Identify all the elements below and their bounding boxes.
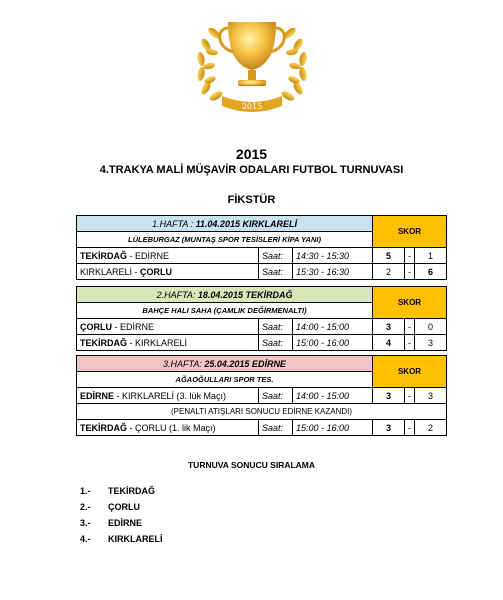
trophy-logo-icon (188, 8, 316, 118)
match-time: 14:00 - 15:00 (293, 388, 373, 404)
score-dash: - (405, 388, 415, 404)
page-year: 2015 (235, 146, 268, 162)
match-teams: TEKİRDAĞ - EDİRNE (77, 248, 259, 264)
away-score: 3 (415, 335, 447, 351)
week-header: 2.HAFTA: 18.04.2015 TEKİRDAĞ (77, 287, 373, 303)
match-teams: ÇORLU - EDİRNE (77, 319, 259, 335)
match-time: 15:00 - 16:00 (293, 420, 373, 436)
week-header: 1.HAFTA : 11.04.2015 KIRKLARELİ (77, 216, 373, 232)
time-label: Saat: (259, 264, 293, 280)
home-score: 3 (373, 319, 405, 335)
match-row (77, 319, 447, 335)
score-header: SKOR (373, 356, 447, 388)
match-teams: EDİRNE - KIRKLARELİ (3. lük Maçı) (77, 388, 259, 404)
score-dash: - (405, 264, 415, 280)
ranking-item: 1.- TEKİRDAĞ (80, 486, 155, 496)
match-row (77, 264, 447, 280)
time-label: Saat: (259, 420, 293, 436)
away-score: 6 (415, 264, 447, 280)
match-time: 14:00 - 15:00 (293, 319, 373, 335)
ranking-title: TURNUVA SONUCU SIRALAMA (187, 460, 316, 470)
match-time: 15:00 - 16:00 (293, 335, 373, 351)
venue: BAHÇE HALI SAHA (ÇAMLIK DEĞİRMENALTI) (77, 303, 373, 319)
match-row (77, 248, 447, 264)
match-row (77, 420, 447, 436)
score-dash: - (405, 335, 415, 351)
match-row (77, 335, 447, 351)
home-score: 3 (373, 420, 405, 436)
ranking-list (80, 483, 163, 547)
venue: AĞAOĞULLARI SPOR TES. (77, 372, 373, 388)
time-label: Saat: (259, 335, 293, 351)
score-header: SKOR (373, 287, 447, 319)
home-score: 4 (373, 335, 405, 351)
match-teams: KIRKLARELİ - ÇORLU (77, 264, 259, 280)
away-score: 2 (415, 420, 447, 436)
fixture-heading: FİKSTÜR (227, 194, 276, 206)
time-label: Saat: (259, 319, 293, 335)
tournament-title: 4.TRAKYA MALİ MÜŞAVİR ODALARI FUTBOL TURNUVASI (99, 164, 404, 176)
logo-year: 2015 (241, 102, 263, 111)
away-score: 1 (415, 248, 447, 264)
home-score: 2 (373, 264, 405, 280)
time-label: Saat: (259, 248, 293, 264)
away-score: 0 (415, 319, 447, 335)
away-score: 3 (415, 388, 447, 404)
week-1-table (76, 215, 446, 280)
home-score: 3 (373, 388, 405, 404)
score-dash: - (405, 319, 415, 335)
score-dash: - (405, 420, 415, 436)
score-header: SKOR (373, 216, 447, 248)
ranking-item: 4.- KIRKLARELİ (80, 534, 163, 544)
week-2-table (76, 286, 446, 351)
score-dash: - (405, 248, 415, 264)
penalty-note: (PENALTI ATIŞLARI SONUCU EDİRNE KAZANDI) (77, 404, 447, 420)
venue: LÜLEBURGAZ (MUNTAŞ SPOR TESİSLERİ KİPA YANI) (77, 232, 373, 248)
match-time: 15:30 - 16:30 (293, 264, 373, 280)
match-teams: TEKİRDAĞ - KIRKLARELİ (77, 335, 259, 351)
match-teams: TEKİRDAĞ - ÇORLU (1. lik Maçı) (77, 420, 259, 436)
week-3-table (76, 355, 446, 436)
match-row (77, 388, 447, 404)
ranking-item: 2.- ÇORLU (80, 502, 140, 512)
ranking-item: 3.- EDİRNE (80, 518, 143, 528)
time-label: Saat: (259, 388, 293, 404)
home-score: 5 (373, 248, 405, 264)
match-time: 14:30 - 15:30 (293, 248, 373, 264)
week-header: 3.HAFTA: 25.04.2015 EDİRNE (77, 356, 373, 372)
